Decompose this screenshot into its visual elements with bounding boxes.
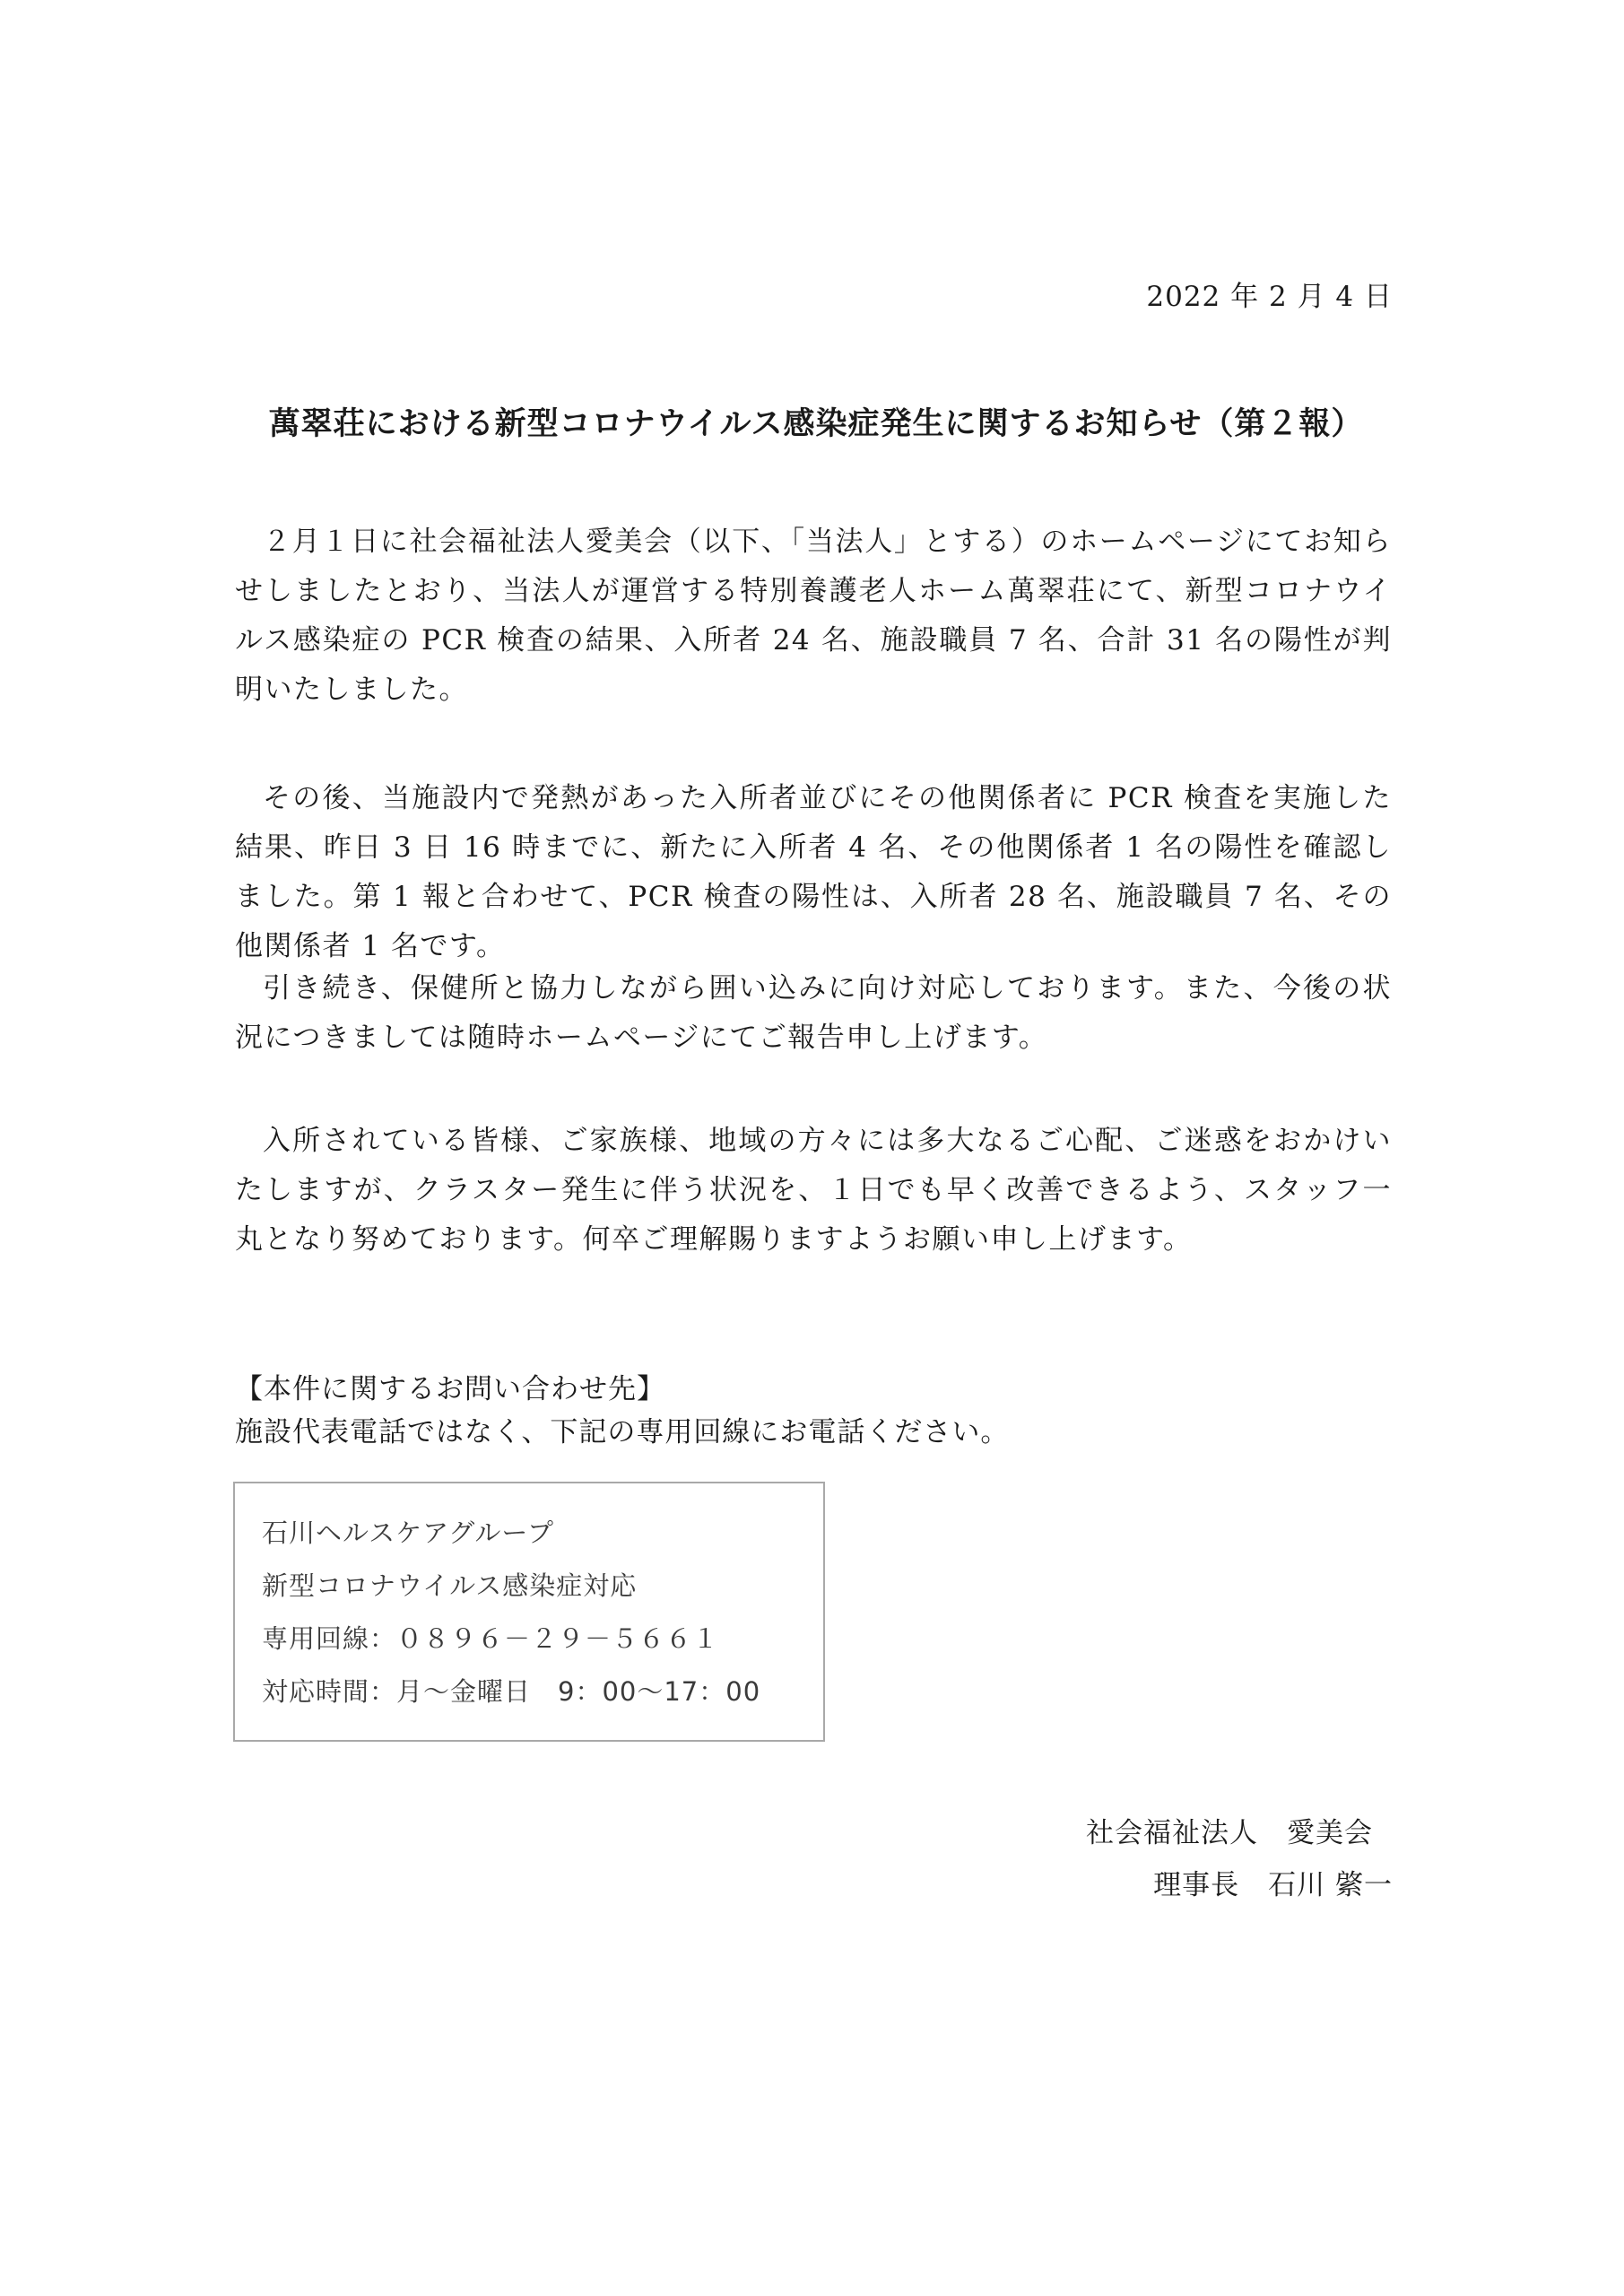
contact-box — [233, 1482, 825, 1742]
document-title: 萬翠荘における新型コロナウイルス感染症発生に関するお知らせ（第２報） — [268, 405, 1364, 442]
paragraph-2 — [235, 774, 1392, 971]
contact-hours: 対応時間：月～金曜日 9：00～17：00 — [262, 1676, 761, 1707]
contact-department: 新型コロナウイルス感染症対応 — [262, 1570, 638, 1601]
signature-organization: 社会福祉法人 愛美会 — [1086, 1817, 1373, 1849]
paragraph-text: その後、当施設内で発熱があった入所者並びにその他関係者に PCR 検査を実施した結果、昨日 3 日 16 時までに、新たに入所者 4 名、その他関係者 1 名の陽性を確認しました。第 1 報と合わせて、PCR 検査の陽性は、入所者 28 名、施設職員 7 名、その他関係者 1 名です。 — [235, 782, 1392, 962]
signature-name: 理事長 石川 綮一 — [1153, 1869, 1393, 1901]
document-date: 2022 年 2 月 4 日 — [1146, 281, 1393, 313]
contact-phone-line: 専用回線：０８９６－２９－５６６１ — [262, 1623, 720, 1654]
contact-note: 施設代表電話ではなく、下記の専用回線にお電話ください。 — [235, 1416, 1010, 1448]
contact-group-name: 石川ヘルスケアグループ — [262, 1518, 554, 1548]
paragraph-text: ２月１日に社会福祉法人愛美会（以下、「当法人」とする）のホームページにてお知らせしましたとおり、当法人が運営する特別養護老人ホーム萬翠荘にて、新型コロナウイルス感染症の PCR 検査の結果、入所者 24 名、施設職員 7 名、合計 31 名の陽性が判明いたしました。 — [235, 526, 1392, 706]
paragraph-text: 引き続き、保健所と協力しながら囲い込みに向け対応しております。また、今後の状況につきましては随時ホームページにてご報告申し上げます。 — [235, 972, 1392, 1054]
contact-heading: 【本件に関するお問い合わせ先】 — [235, 1373, 665, 1405]
paragraph-text: 入所されている皆様、ご家族様、地域の方々には多大なるご心配、ご迷惑をおかけいたしますが、クラスター発生に伴う状況を、１日でも早く改善できるよう、スタッフ一丸となり努めております。何卒ご理解賜りますようお願い申し上げます。 — [235, 1125, 1392, 1256]
paragraph-4 — [235, 1117, 1392, 1265]
paragraph-3 — [235, 964, 1392, 1063]
paragraph-1 — [235, 517, 1392, 715]
